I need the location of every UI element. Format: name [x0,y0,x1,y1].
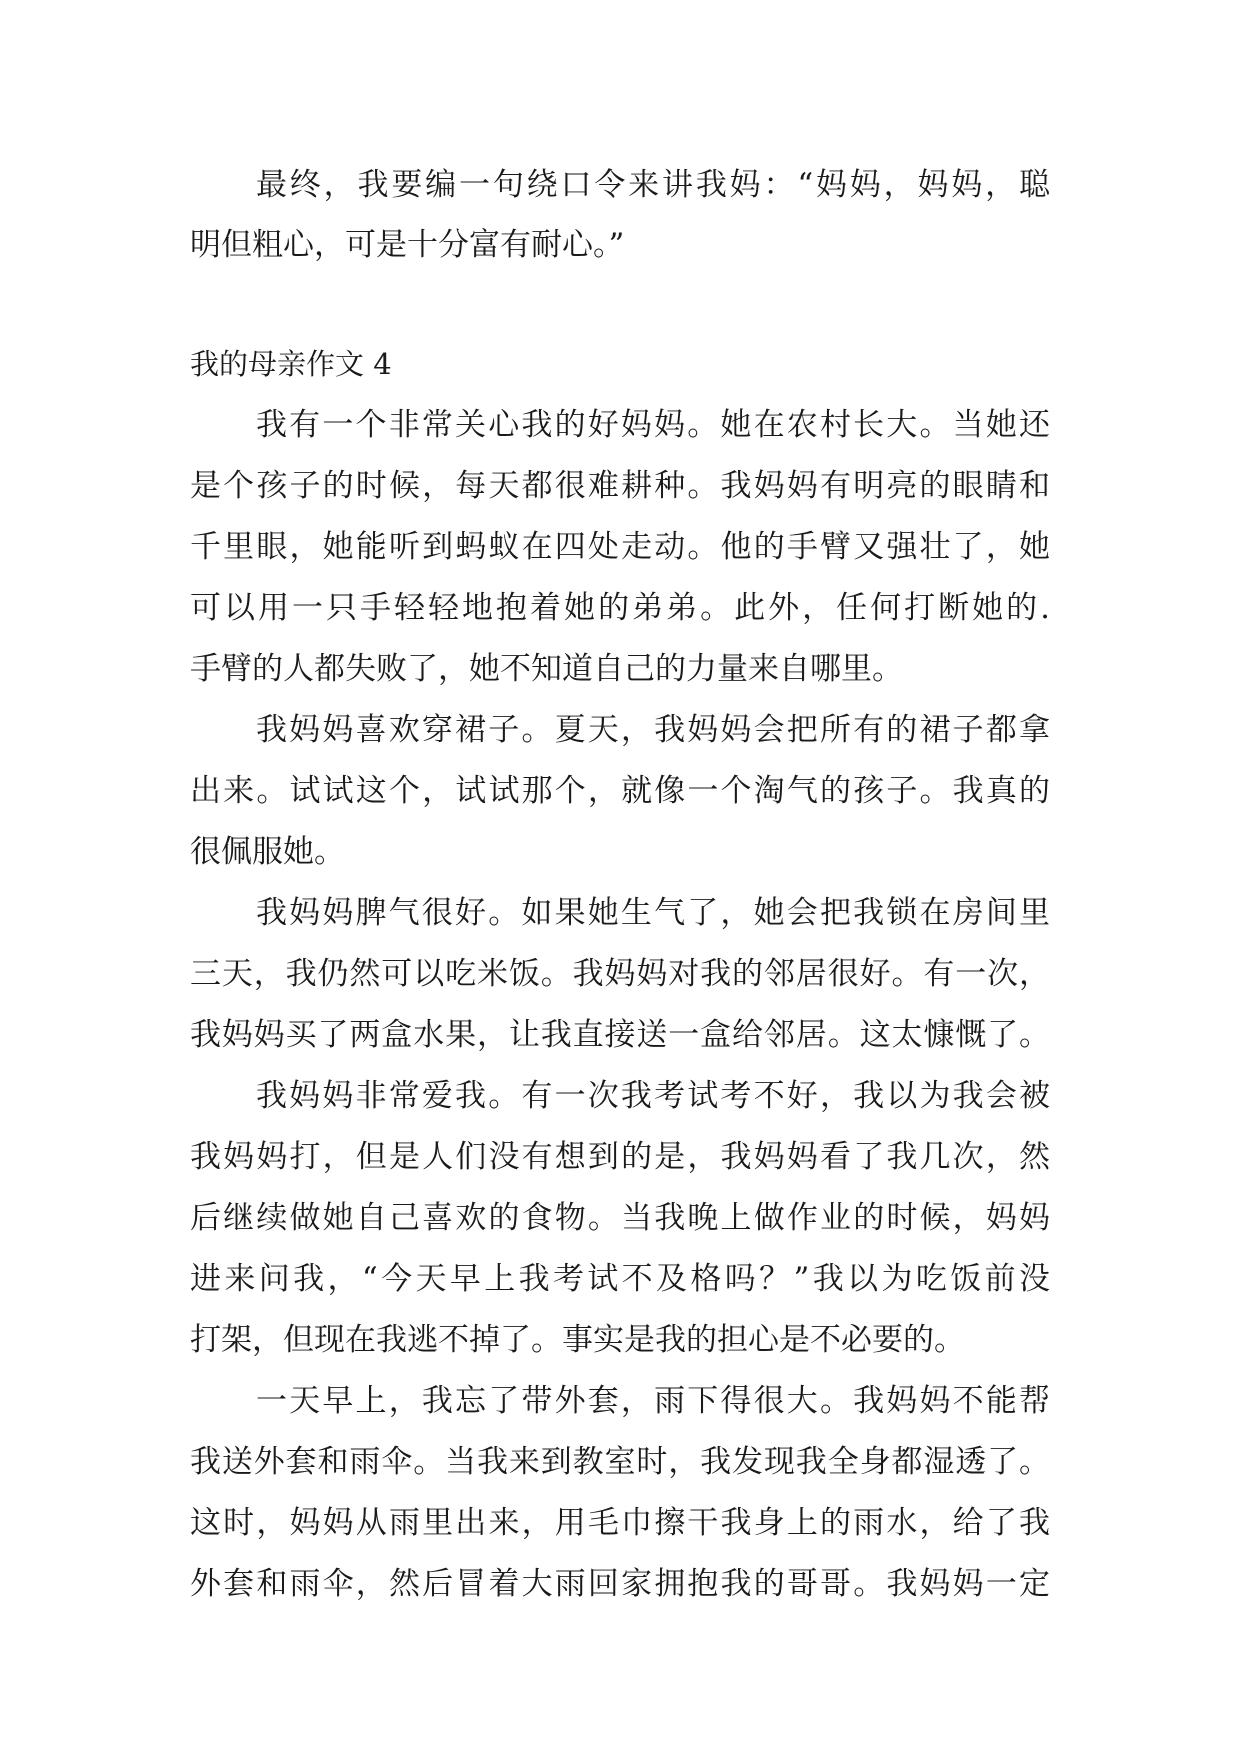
paragraph-1-line-5: 手臂的人都失败了，她不知道自己的力量来自哪里。 [190,651,903,687]
paragraph-3-line-2: 三天，我仍然可以吃米饭。我妈妈对我的邻居很好。有一次， [190,956,1050,992]
paragraph-3-line-3: 我妈妈买了两盒水果，让我直接送一盒给邻居。这太慷慨了。 [190,1017,1050,1053]
paragraph-5-line-1: 一天早上，我忘了带外套，雨下得很大。我妈妈不能帮 [256,1383,1050,1419]
paragraph-1-line-1: 我有一个非常关心我的好妈妈。她在农村长大。当她还 [256,407,1050,443]
paragraph-4-line-5: 打架，但现在我逃不掉了。事实是我的担心是不必要的。 [190,1322,965,1358]
paragraph-2-line-2: 出来。试试这个，试试那个，就像一个淘气的孩子。我真的 [190,773,1050,809]
paragraph-1-line-3: 千里眼，她能听到蚂蚁在四处走动。他的手臂又强壮了，她 [190,529,1050,565]
essay-title: 我的母亲作文 4 [190,347,392,381]
paragraph-1-line-4: 可以用一只手轻轻地抱着她的弟弟。此外，任何打断她的. [190,590,1050,626]
intro-line-1: 最终，我要编一句绕口令来讲我妈：“妈妈，妈妈，聪 [256,167,1050,203]
paragraph-3-line-1: 我妈妈脾气很好。如果她生气了，她会把我锁在房间里 [256,895,1050,931]
paragraph-4-line-4: 进来问我，“今天早上我考试不及格吗？”我以为吃饭前没 [190,1261,1050,1297]
paragraph-1-line-2: 是个孩子的时候，每天都很难耕种。我妈妈有明亮的眼睛和 [190,468,1050,504]
paragraph-4-line-1: 我妈妈非常爱我。有一次我考试考不好，我以为我会被 [256,1078,1050,1114]
paragraph-5-line-3: 这时，妈妈从雨里出来，用毛巾擦干我身上的雨水，给了我 [190,1505,1050,1541]
paragraph-2-line-3: 很佩服她。 [190,834,345,870]
paragraph-4-line-3: 后继续做她自己喜欢的食物。当我晚上做作业的时候，妈妈 [190,1200,1050,1236]
paragraph-4-line-2: 我妈妈打，但是人们没有想到的是，我妈妈看了我几次，然 [190,1139,1050,1175]
paragraph-2-line-1: 我妈妈喜欢穿裙子。夏天，我妈妈会把所有的裙子都拿 [256,712,1050,748]
paragraph-5-line-2: 我送外套和雨伞。当我来到教室时，我发现我全身都湿透了。 [190,1444,1050,1480]
paragraph-5-line-4: 外套和雨伞，然后冒着大雨回家拥抱我的哥哥。我妈妈一定 [190,1566,1050,1602]
intro-line-2: 明但粗心，可是十分富有耐心。” [190,227,625,263]
